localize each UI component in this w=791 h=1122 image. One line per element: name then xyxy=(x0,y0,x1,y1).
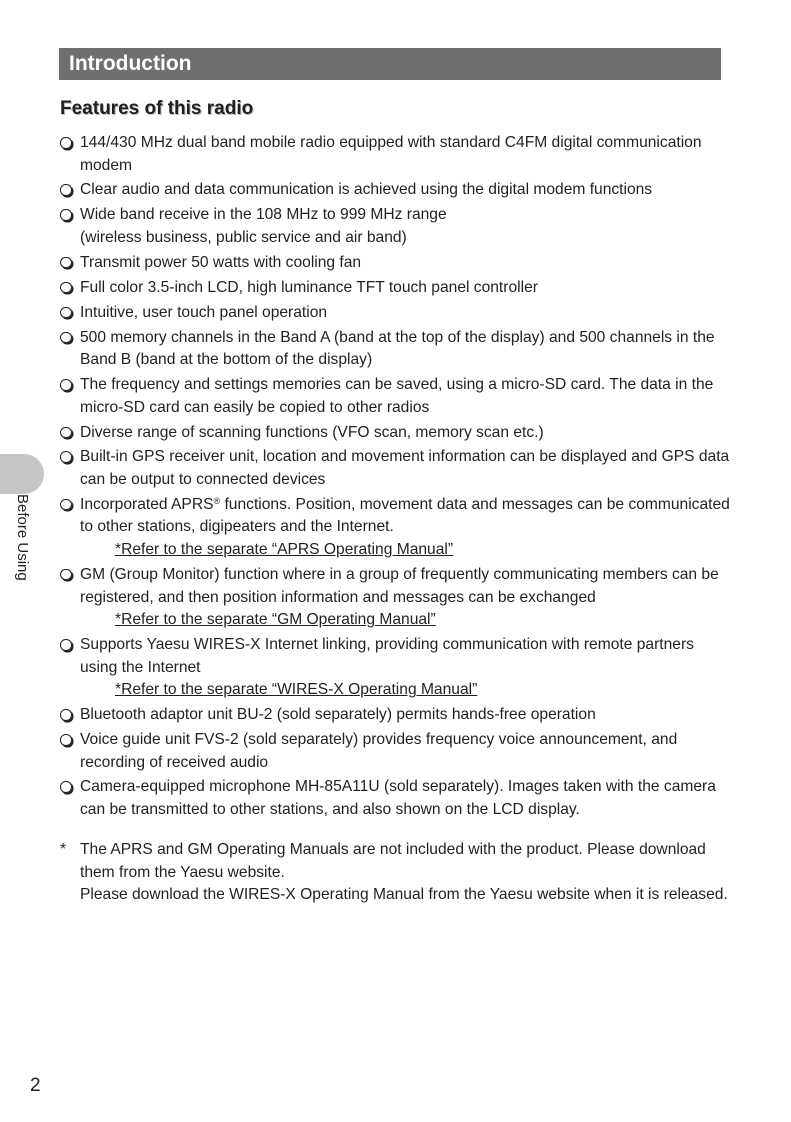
feature-text: Full color 3.5-inch LCD, high luminance TFT touch panel controller xyxy=(80,278,538,296)
feature-text: Clear audio and data communication is achieved using the digital modem functions xyxy=(80,181,653,199)
feature-text: functions. Position, movement data and messages can be communicated to other stations, digipeaters and the Internet. xyxy=(80,495,730,536)
circle-bullet-icon xyxy=(60,734,72,746)
side-tab xyxy=(0,454,44,494)
feature-text: Diverse range of scanning functions (VFO scan, memory scan etc.) xyxy=(80,423,544,441)
feature-text: Bluetooth adaptor unit BU-2 (sold separately) permits hands-free operation xyxy=(80,706,596,724)
circle-bullet-icon xyxy=(60,427,72,439)
list-item xyxy=(60,446,730,491)
list-item xyxy=(60,704,730,727)
feature-text: Supports Yaesu WIRES-X Internet linking, providing communication with remote partners using the Internet xyxy=(80,636,694,676)
page-number: 2 xyxy=(30,1075,41,1096)
circle-bullet-icon xyxy=(60,781,72,793)
circle-bullet-icon xyxy=(60,307,72,319)
feature-text-continuation: (wireless business, public service and air band) xyxy=(80,228,407,246)
manual-reference: *Refer to the separate “APRS Operating Manual” xyxy=(115,541,454,559)
feature-text: Transmit power 50 watts with cooling fan xyxy=(80,253,362,271)
side-tab-label: Before Using xyxy=(14,494,31,581)
circle-bullet-icon xyxy=(60,639,72,651)
list-item xyxy=(60,327,730,372)
list-item xyxy=(60,132,730,177)
list-item xyxy=(60,776,730,821)
list-item xyxy=(60,204,730,249)
circle-bullet-icon xyxy=(60,332,72,344)
circle-bullet-icon xyxy=(60,257,72,269)
circle-bullet-icon xyxy=(60,209,72,221)
footnote-text: The APRS and GM Operating Manuals are not included with the product. Please download them from the Yaesu website. xyxy=(80,841,706,881)
feature-list xyxy=(60,132,730,824)
feature-text: GM (Group Monitor) function where in a group of frequently communicating members can be registered, and then position information and messages can be exchanged xyxy=(80,565,719,606)
footnote-text: Please download the WIRES-X Operating Manual from the Yaesu website when it is released. xyxy=(80,886,728,904)
registered-mark: ® xyxy=(213,495,221,506)
features-heading: Features of this radio xyxy=(60,98,254,119)
circle-bullet-icon xyxy=(60,282,72,294)
footnote-marker: * xyxy=(60,841,67,858)
feature-text: Camera-equipped microphone MH-85A11U (sold separately). Images taken with the camera can be transmitted to other stations, and also shown on the LCD display. xyxy=(80,778,716,819)
feature-text: Voice guide unit FVS-2 (sold separately) provides frequency voice announcement, and recording of received audio xyxy=(80,731,678,771)
feature-text: 144/430 MHz dual band mobile radio equipped with standard C4FM digital communication modem xyxy=(80,134,702,174)
feature-text: Wide band receive in the 108 MHz to 999 MHz range xyxy=(80,206,447,224)
feature-text: Incorporated APRS xyxy=(80,495,214,513)
section-title: Introduction xyxy=(69,52,192,75)
feature-text: Built-in GPS receiver unit, location and movement information can be displayed and GPS data can be output to connected devices xyxy=(80,448,730,488)
circle-bullet-icon xyxy=(60,499,72,511)
circle-bullet-icon xyxy=(60,451,72,463)
list-item xyxy=(60,494,730,562)
list-item xyxy=(60,564,730,632)
list-item xyxy=(60,374,730,419)
circle-bullet-icon xyxy=(60,184,72,196)
feature-text: Intuitive, user touch panel operation xyxy=(80,303,328,321)
list-item xyxy=(60,277,730,300)
feature-text: The frequency and settings memories can be saved, using a micro-SD card. The data in the micro-SD card can easily be copied to other radios xyxy=(80,376,714,416)
list-item xyxy=(60,422,730,445)
list-item xyxy=(60,729,730,774)
manual-reference: *Refer to the separate “GM Operating Manual” xyxy=(115,611,436,629)
footnote xyxy=(60,839,730,907)
manual-reference: *Refer to the separate “WIRES-X Operating Manual” xyxy=(115,681,478,699)
list-item xyxy=(60,634,730,702)
list-item xyxy=(60,179,730,202)
circle-bullet-icon xyxy=(60,137,72,149)
circle-bullet-icon xyxy=(60,569,72,581)
feature-text: 500 memory channels in the Band A (band at the top of the display) and 500 channels in the Band B (band at the bottom of the display) xyxy=(80,328,715,369)
list-item xyxy=(60,252,730,275)
circle-bullet-icon xyxy=(60,379,72,391)
section-title-bar xyxy=(59,48,721,80)
list-item xyxy=(60,302,730,325)
circle-bullet-icon xyxy=(60,709,72,721)
